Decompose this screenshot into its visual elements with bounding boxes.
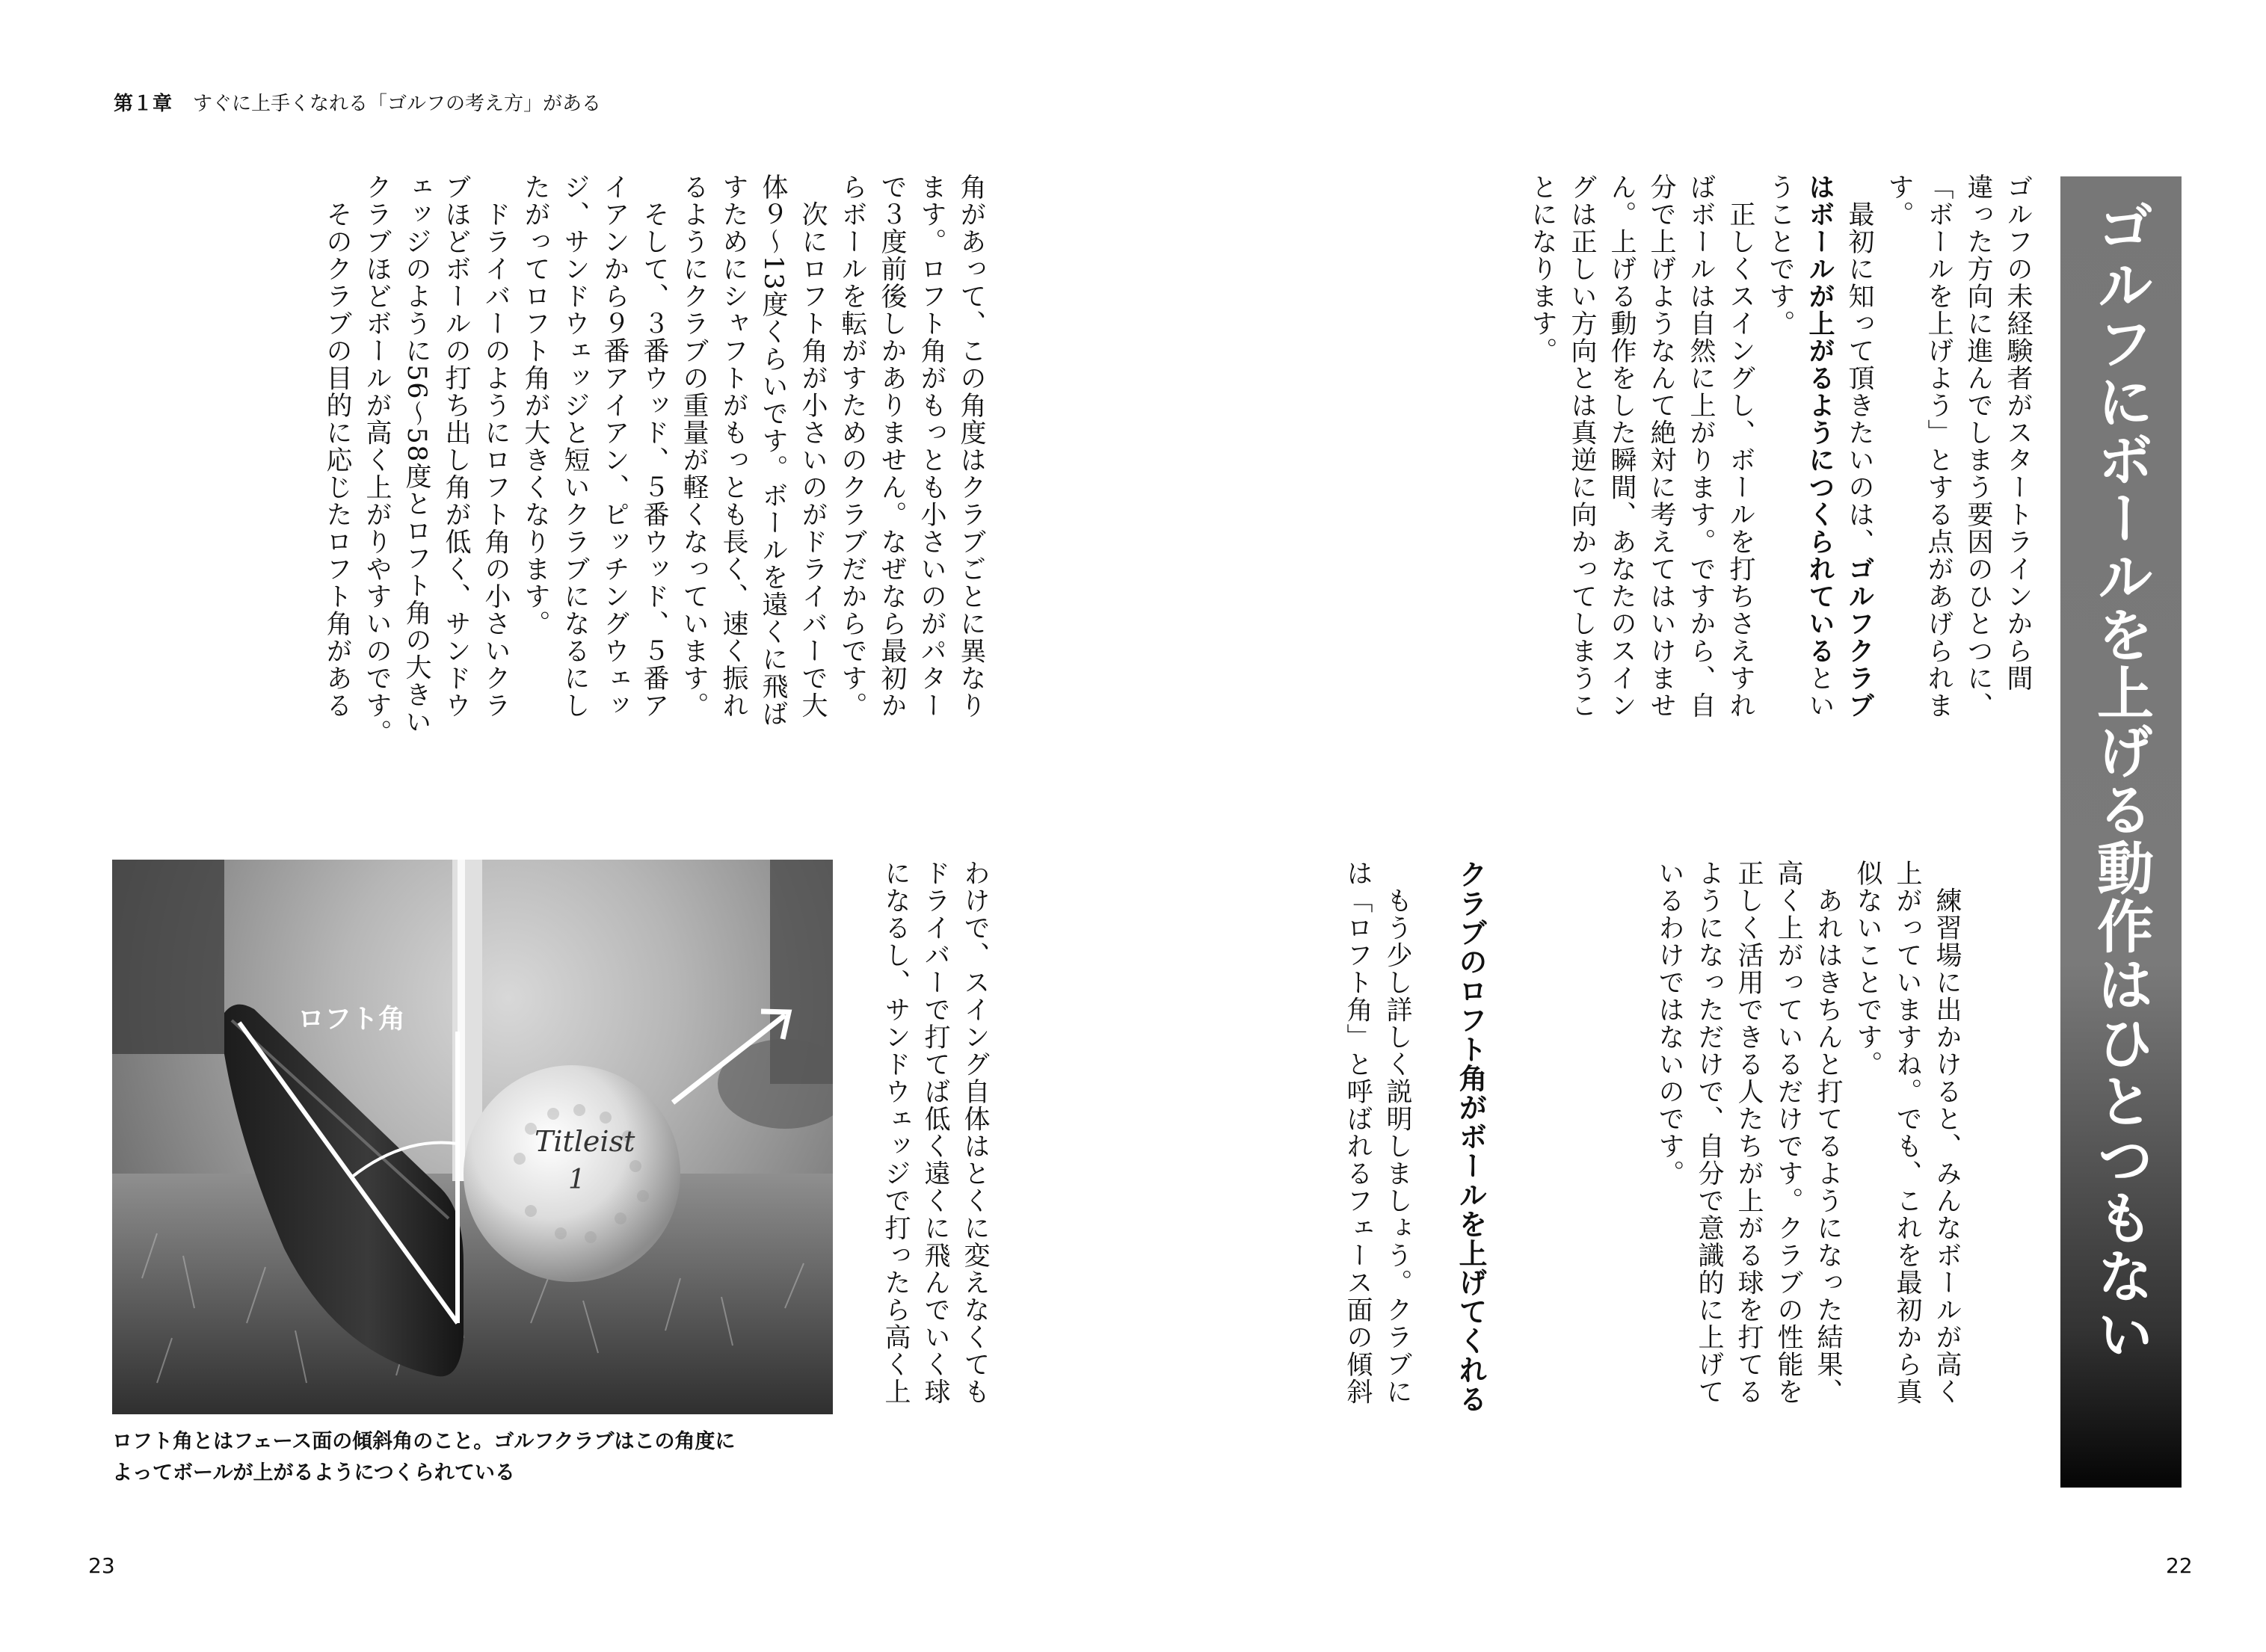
loft-angle-photo	[112, 860, 833, 1414]
right-top-body	[1290, 173, 2037, 831]
left-bottom-body: わけで、スイング自体はとくに変えなくても ドライバーで打てば低く遠くに飛んでいく球 になるし、サンドウェッジで打ったら高く上	[881, 860, 990, 1405]
caption-line-2: よってボールが上がるようにつくられている	[112, 1461, 515, 1485]
chapter-title: すぐに上手くなれる「ゴルフの考え方」がある	[193, 93, 602, 115]
left-top-body: 角があって、この角度はクラブごとに異なり ます。ロフト角がもっとも小さいのがパター で３度前後しかありません。なぜなら最初か らボールを転がすためのクラブだからです。 次にロフト角が小さいのがドライバーで大 体９〜13度くらいです。ボールを遠くに飛ば すためにシャフトがもっとも長く、速く振れ るようにクラブの重量が軽くなっています。 そして、３番ウッド、５番ウッド、５番ア イアンから９番アイアン、ピッチングウェッ ジ、サンドウェッジと短いクラブになるにし たがってロフト角が大きくなります。 ドライバーのようにロフト角の小さいクラ ブほどボールの打ち出し角が低く、サンドウ ェッジのように56〜58度とロフト角の大きい クラブほどボールが高く上がりやすいのです。 そのクラブの目的に応じたロフト角がある	[322, 173, 986, 747]
page-number-right: 22	[2166, 1553, 2193, 1578]
right-top-text-2: とい うことです。 正しくスイングし、ボールを打ちさえすれ ばボールは自然に上がります。ですから、自 分で上げようなんて絶対に考えてはいけませ ん。上げる動作をした瞬間、あなたのスイン グは正しい方向とは真逆に向かってしまうこ とになります。	[1527, 173, 1835, 719]
photo-caption	[112, 1426, 845, 1489]
right-top-text-1: ゴルフの未経験者がスタートラインから間 違った方向に進んでしまう要因のひとつに、 「ボールを上げよう」とする点があげられま す。 最初に知って頂きたいのは、	[1844, 173, 2033, 719]
running-head	[114, 88, 601, 116]
section-title: ゴルフにボールを上げる動作はひとつもない	[2087, 197, 2155, 1363]
golf-club-ball-illustration	[112, 860, 833, 1414]
chapter-number: 第１章	[114, 93, 173, 115]
section-title-bar	[2060, 176, 2182, 1488]
page-number-left: 23	[88, 1553, 115, 1578]
right-bottom-body-2: もう少し詳しく説明しましょう。クラブに は「ロフト角」と呼ばれるフェース面の傾斜	[1343, 860, 1412, 1405]
ball-brand-text: Titleist	[535, 1125, 635, 1158]
ball-number-text: 1	[568, 1165, 585, 1195]
right-bottom-body: 練習場に出かけると、みんなボールが高く 上がっていますね。でも、これを最初から真 似ないことです。 あれはきちんと打てるようになった結果、 高く上がっているだけです。クラブの性能を 正しく活用できる人たちが上がる球を打てる ようになっただけで、自分で意識的に上げて いるわけではないのです。	[1654, 860, 1962, 1405]
subheading: クラブのロフト角がボールを上げてくれる	[1454, 860, 1487, 1414]
loft-angle-label: ロフト角	[298, 1004, 406, 1035]
right-top-text-bold: ゴルフクラブ はボールが上がるようにつくられている	[1805, 173, 1874, 719]
caption-line-1: ロフト角とはフェース面の傾斜角のこと。ゴルフクラブはこの角度に	[112, 1430, 736, 1453]
